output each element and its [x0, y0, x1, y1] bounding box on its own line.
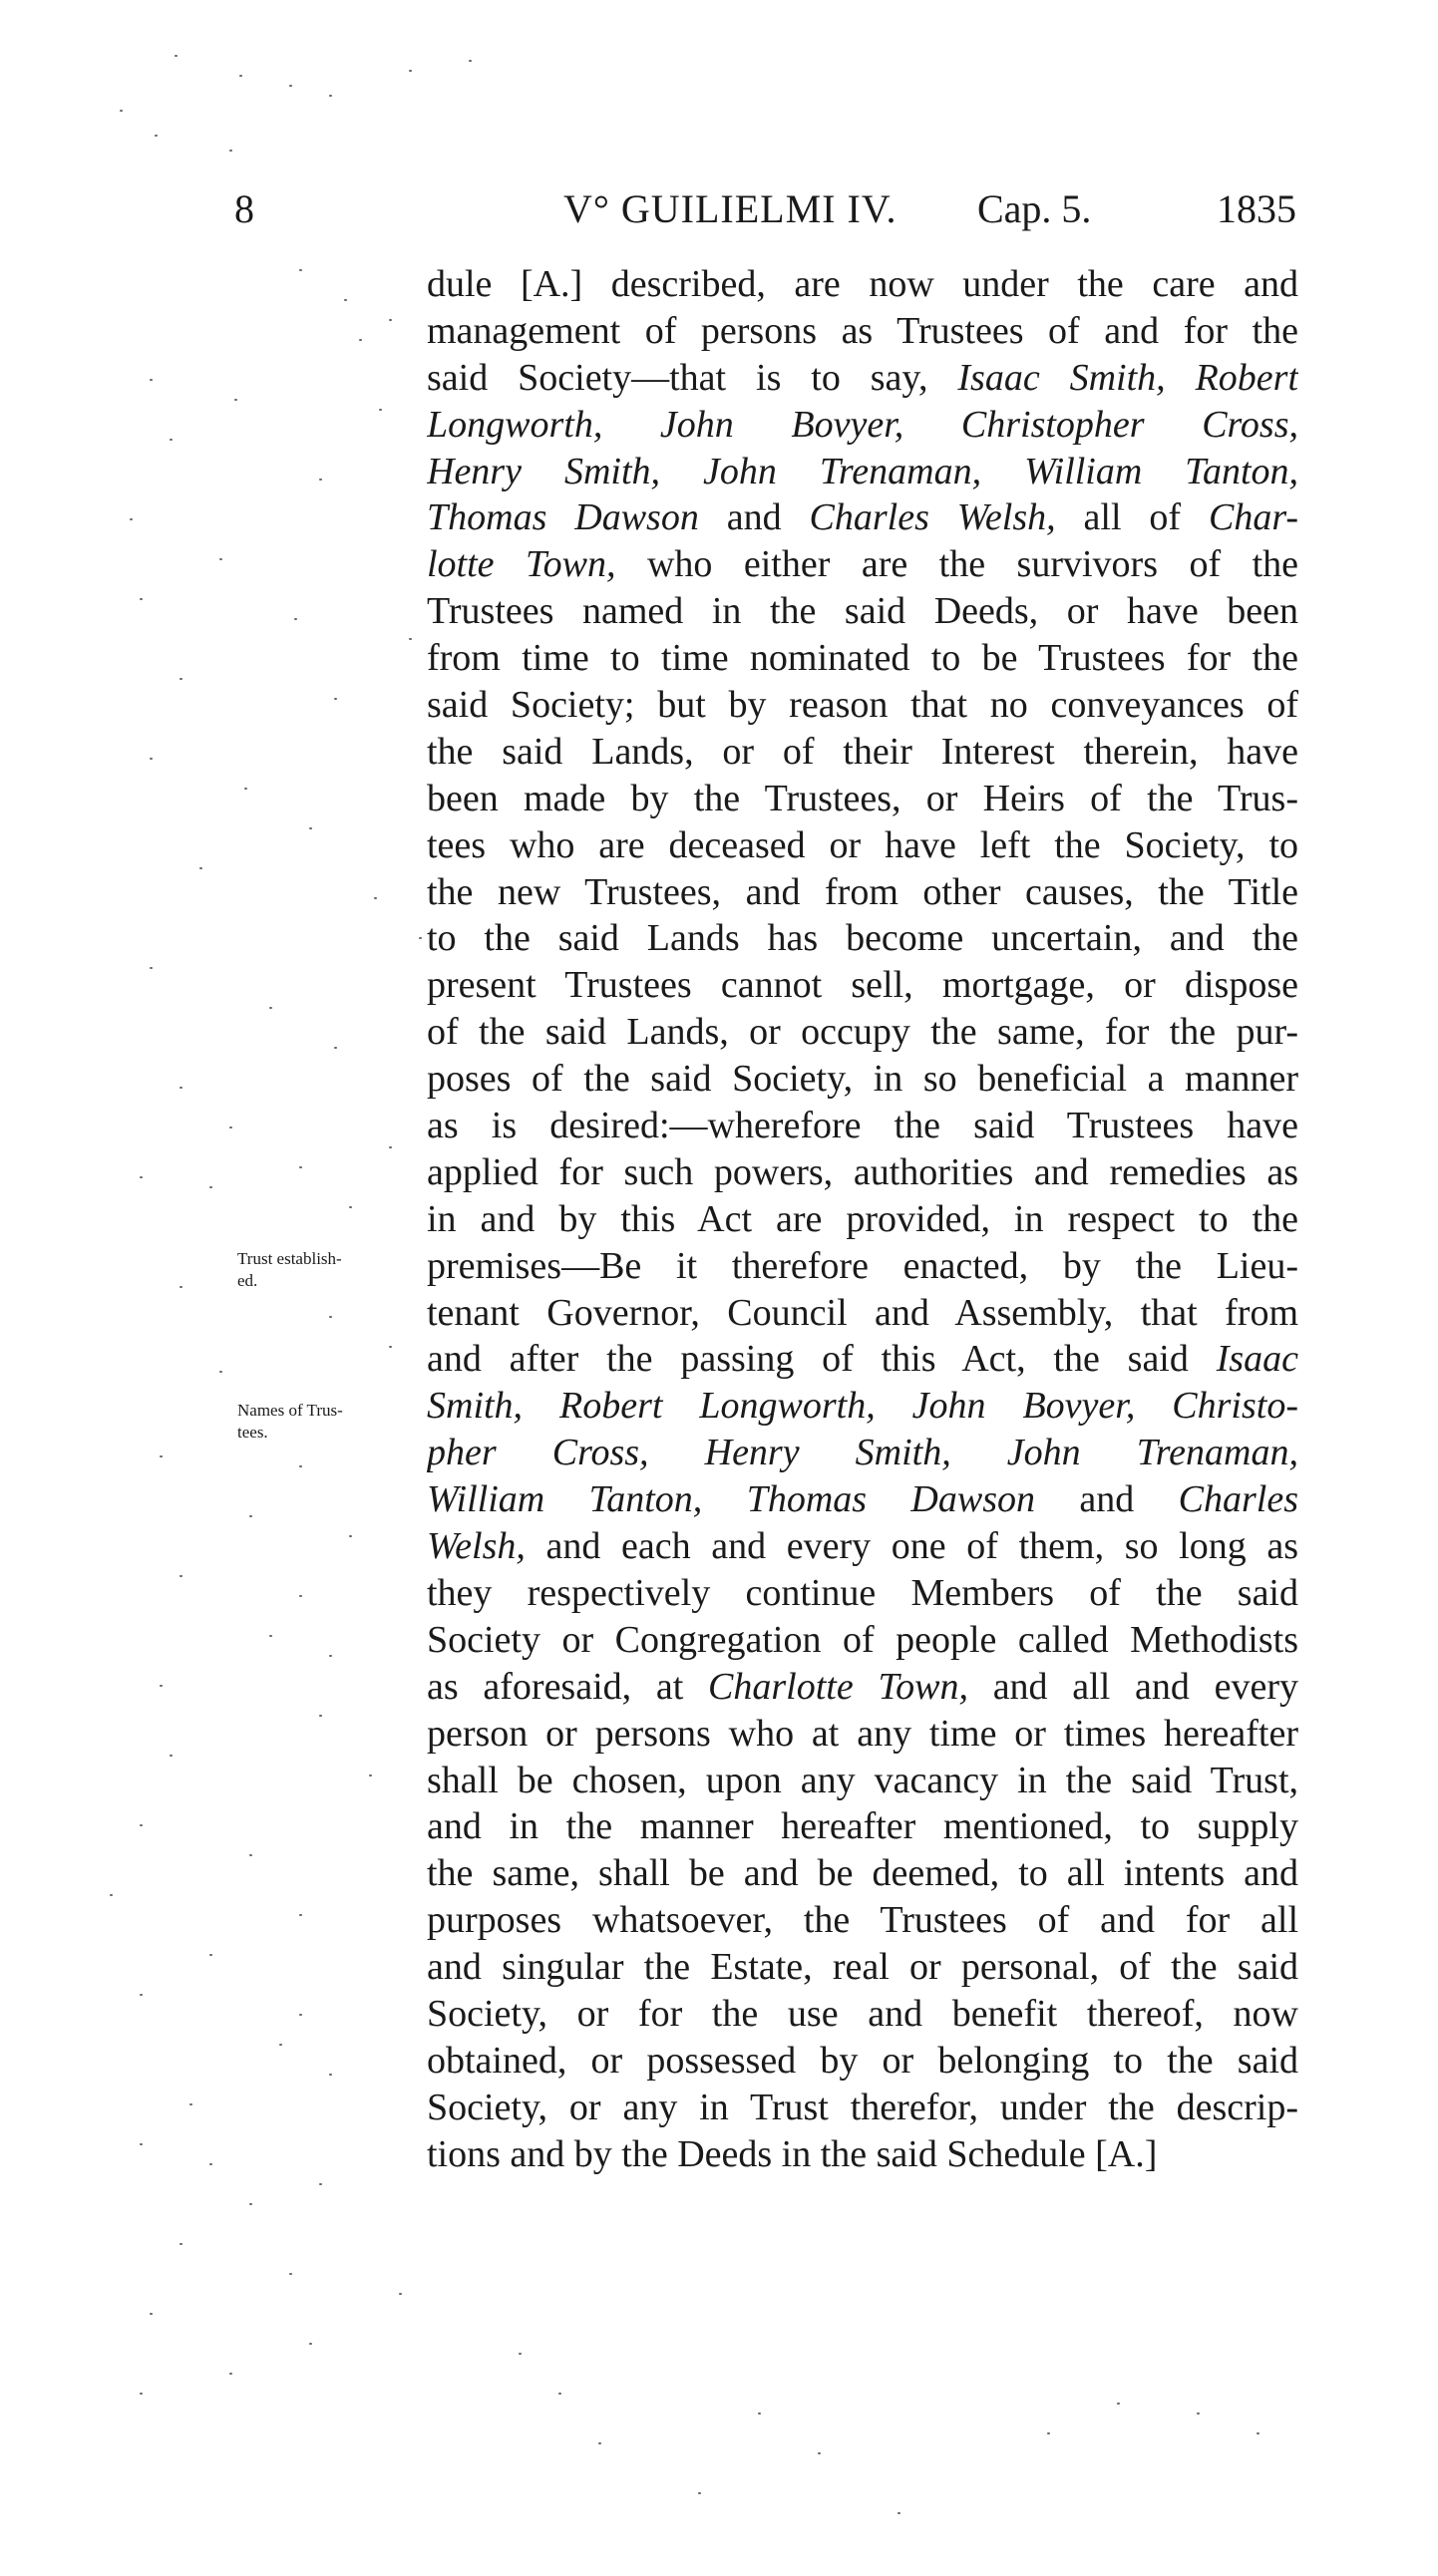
body-line: Society, or for the use and benefit thereof, now — [427, 1992, 1298, 2035]
scan-speck — [294, 618, 297, 620]
scan-speck — [818, 2452, 821, 2454]
scan-speck — [409, 638, 412, 640]
scan-speck — [140, 1176, 143, 1178]
scan-speck — [279, 2044, 282, 2046]
scan-speck — [598, 2442, 601, 2444]
body-line: tenant Governor, Council and Assembly, that from — [427, 1291, 1298, 1334]
scan-speck — [374, 897, 377, 899]
body-line: person or persons who at any time or times hereafter — [427, 1712, 1298, 1755]
scan-speck — [299, 1914, 302, 1916]
page-number: 8 — [234, 186, 254, 231]
scan-speck — [1197, 2413, 1200, 2415]
scan-speck — [334, 1047, 337, 1049]
body-line: Society, or any in Trust therefor, under the descrip- — [427, 2086, 1298, 2128]
body-line: premises—Be it therefore enacted, by the Lieu- — [427, 1244, 1298, 1287]
scan-speck — [359, 339, 362, 341]
scan-speck — [1117, 2403, 1120, 2405]
scan-speck — [140, 1994, 143, 1996]
scan-speck — [329, 1655, 332, 1657]
body-line: tees who are deceased or have left the Society, to — [427, 823, 1298, 866]
scan-speck — [140, 598, 143, 600]
scan-speck — [229, 1127, 232, 1128]
year-label: 1835 — [1217, 186, 1296, 231]
scan-speck — [419, 937, 422, 939]
scan-speck — [170, 439, 173, 441]
scan-speck — [170, 1755, 173, 1757]
running-title: V° GUILIELMI IV. — [563, 186, 898, 231]
scan-speck — [150, 2313, 153, 2315]
body-line: applied for such powers, authorities and remedies as — [427, 1150, 1298, 1193]
scan-speck — [309, 827, 312, 829]
scan-speck — [758, 2413, 761, 2415]
scan-speck — [379, 409, 382, 411]
scan-speck — [244, 788, 247, 790]
scan-speck — [349, 1206, 352, 1208]
body-line: dule [A.] described, are now under the care and — [427, 263, 1298, 305]
scan-speck — [558, 2393, 561, 2395]
scan-speck — [130, 518, 133, 520]
scan-speck — [249, 1515, 252, 1517]
scan-speck — [299, 1465, 302, 1467]
body-line: present Trustees cannot sell, mortgage, or dispose — [427, 964, 1298, 1007]
body-line: lotte Town, who either are the survivors of the — [427, 543, 1298, 586]
body-line: Henry Smith, John Trenaman, William Tanton, — [427, 450, 1298, 492]
body-line: Society or Congregation of people called Methodists — [427, 1618, 1298, 1661]
scan-speck — [389, 1146, 392, 1148]
scan-speck — [389, 1346, 392, 1348]
scan-speck — [175, 55, 178, 57]
scan-speck — [399, 2293, 402, 2295]
scan-speck — [389, 319, 392, 321]
scan-speck — [329, 1316, 332, 1318]
body-line: of the said Lands, or occupy the same, for the pur- — [427, 1011, 1298, 1054]
body-line: management of persons as Trustees of and for the — [427, 309, 1298, 352]
margin-note-line: ed. — [237, 1271, 258, 1290]
scan-speck — [309, 2343, 312, 2345]
scan-speck — [209, 2163, 212, 2165]
scan-speck — [155, 135, 158, 137]
scan-speck — [319, 1715, 322, 1717]
scan-speck — [469, 60, 472, 62]
margin-note-names-of-trustees — [237, 1400, 427, 1444]
scan-speck — [180, 678, 182, 680]
margin-note-trust-established — [237, 1248, 427, 1292]
body-line: said Society—that is to say, Isaac Smith, Robert — [427, 356, 1298, 399]
scan-speck — [180, 1575, 182, 1577]
body-line: the same, shall be and be deemed, to all intents and — [427, 1852, 1298, 1895]
body-line: from time to time nominated to be Trustees for the — [427, 637, 1298, 680]
body-line: tions and by the Deeds in the said Schedule [A.] — [427, 2132, 1158, 2175]
scan-speck — [219, 558, 222, 560]
body-line: pher Cross, Henry Smith, John Trenaman, — [427, 1432, 1298, 1474]
body-line: purposes whatsoever, the Trustees of and for all — [427, 1899, 1298, 1942]
body-line: in and by this Act are provided, in respect to the — [427, 1197, 1298, 1240]
scan-speck — [369, 1774, 372, 1776]
scan-speck — [1257, 2432, 1259, 2434]
scan-speck — [140, 1824, 143, 1826]
scan-speck — [209, 1954, 212, 1956]
scan-speck — [269, 1007, 272, 1009]
scan-speck — [150, 379, 153, 381]
scan-speck — [180, 1286, 182, 1288]
scan-speck — [234, 399, 237, 401]
scan-speck — [334, 698, 337, 700]
scan-speck — [289, 85, 292, 87]
scan-speck — [180, 1087, 182, 1089]
body-line: the new Trustees, and from other causes, the Title — [427, 870, 1298, 913]
body-line: shall be chosen, upon any vacancy in the said Trust, — [427, 1759, 1298, 1801]
scan-speck — [329, 95, 332, 97]
scan-speck — [120, 110, 123, 112]
body-line: they respectively continue Members of the said — [427, 1571, 1298, 1614]
scan-speck — [329, 2074, 332, 2076]
scan-speck — [140, 2143, 143, 2145]
body-line: as is desired:—wherefore the said Trustees have — [427, 1105, 1298, 1147]
scan-speck — [344, 299, 347, 301]
scan-speck — [160, 1685, 163, 1687]
scan-speck — [349, 1535, 352, 1537]
body-line: as aforesaid, at Charlotte Town, and all and every — [427, 1665, 1298, 1708]
scan-speck — [239, 75, 242, 77]
margin-note-line: Names of Trus- — [237, 1401, 343, 1420]
scan-speck — [289, 2273, 292, 2275]
body-line: been made by the Trustees, or Heirs of the Trus- — [427, 777, 1298, 819]
scan-speck — [229, 2373, 232, 2375]
running-header — [234, 179, 1296, 239]
scan-speck — [249, 1854, 252, 1856]
scan-speck — [249, 2203, 252, 2205]
scan-speck — [409, 70, 412, 72]
scan-speck — [299, 1595, 302, 1597]
body-line: Thomas Dawson and Charles Welsh, all of Char- — [427, 496, 1298, 539]
body-line: Trustees named in the said Deeds, or have been — [427, 590, 1298, 633]
body-line: William Tanton, Thomas Dawson and Charles — [427, 1478, 1298, 1521]
scan-speck — [160, 1455, 163, 1457]
scan-speck — [698, 2492, 701, 2494]
body-line: poses of the said Society, in so beneficial a manner — [427, 1058, 1298, 1101]
chapter-label: Cap. 5. — [977, 186, 1092, 231]
margin-note-line: tees. — [237, 1423, 268, 1442]
scan-speck — [1047, 2432, 1050, 2434]
scan-speck — [110, 1894, 113, 1896]
body-line: and in the manner hereafter mentioned, to supply — [427, 1805, 1298, 1848]
scan-speck — [209, 1186, 212, 1188]
body-line: Welsh, and each and every one of them, so long as — [427, 1525, 1298, 1568]
scan-speck — [189, 2103, 192, 2105]
scan-speck — [299, 1166, 302, 1168]
scan-speck — [199, 867, 202, 869]
body-line: obtained, or possessed by or belonging to the said — [427, 2039, 1298, 2082]
scan-speck — [269, 1635, 272, 1637]
scan-speck — [150, 967, 153, 969]
scan-speck — [140, 2393, 143, 2395]
scan-speck — [180, 2243, 182, 2245]
scan-speck — [319, 479, 322, 481]
body-line: said Society; but by reason that no conveyances of — [427, 684, 1298, 727]
body-line: and after the passing of this Act, the said Isaac — [427, 1338, 1298, 1381]
body-line: Longworth, John Bovyer, Christopher Cross, — [427, 403, 1298, 446]
scan-speck — [299, 269, 302, 271]
scan-speck — [299, 2014, 302, 2016]
scan-speck — [319, 2183, 322, 2185]
scan-speck — [219, 1371, 222, 1373]
scan-speck — [519, 2353, 522, 2355]
body-line: and singular the Estate, real or personal, of the said — [427, 1946, 1298, 1989]
body-line: Smith, Robert Longworth, John Bovyer, Christo- — [427, 1385, 1298, 1428]
scan-speck — [150, 758, 153, 760]
margin-note-line: Trust establish- — [237, 1249, 342, 1268]
scan-speck — [229, 150, 232, 152]
body-line: to the said Lands has become uncertain, and the — [427, 917, 1298, 960]
body-text — [427, 261, 1298, 2178]
scan-speck — [898, 2512, 900, 2514]
body-line: the said Lands, or of their Interest therein, have — [427, 730, 1298, 773]
